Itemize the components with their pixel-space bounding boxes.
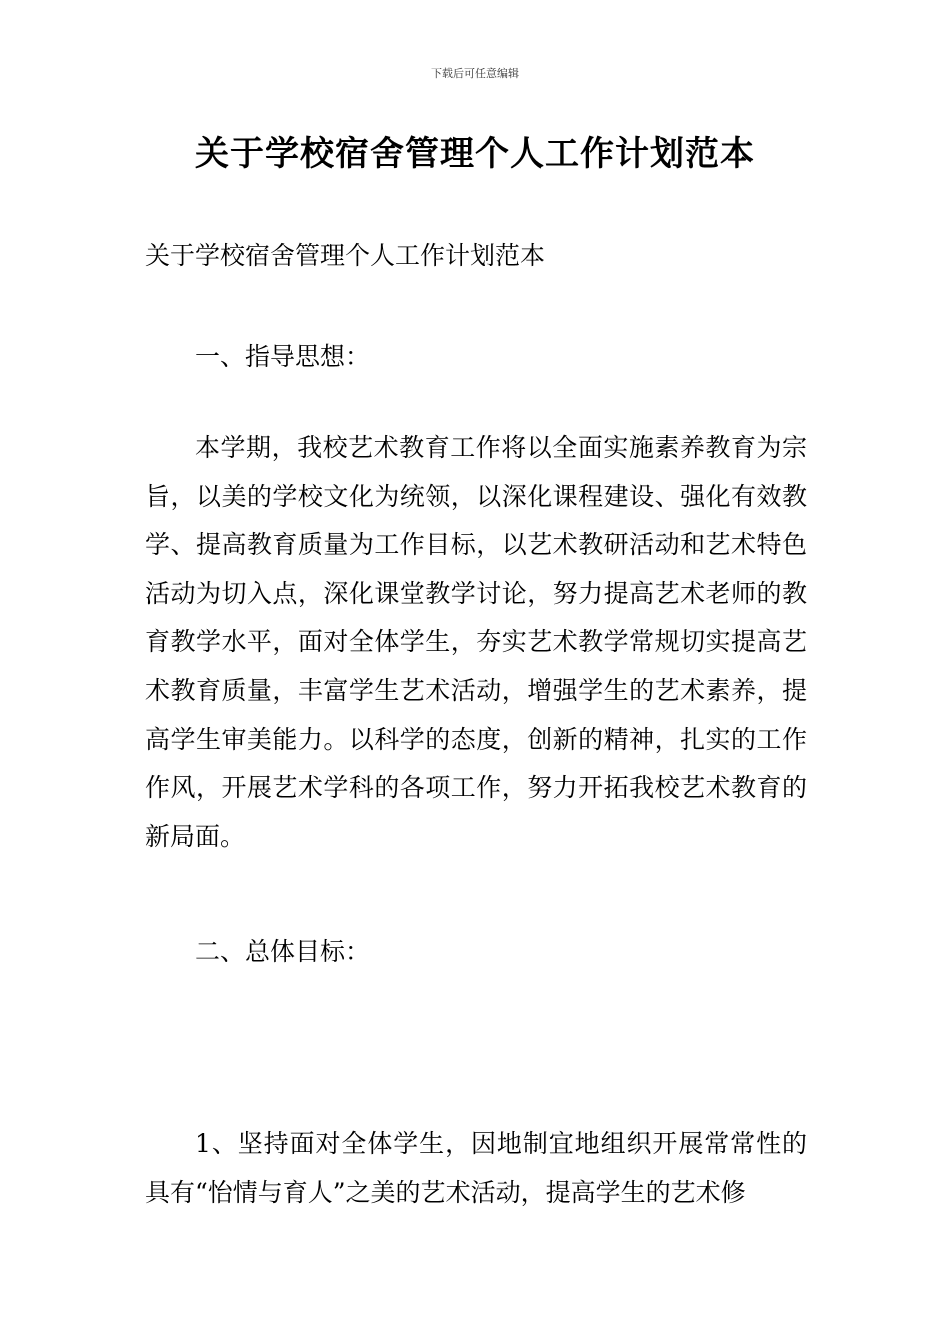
document-title: 关于学校宿舍管理个人工作计划范本 xyxy=(195,134,755,174)
header-note: 下载后可任意编辑 xyxy=(431,67,519,80)
section-heading-guiding-ideology: 一、指导思想： xyxy=(195,342,371,371)
section-heading-overall-goals: 二、总体目标： xyxy=(195,937,371,966)
document-subtitle: 关于学校宿舍管理个人工作计划范本 xyxy=(145,241,546,270)
paragraph-guiding-ideology: 本学期，我校艺术教育工作将以全面实施素养教育为宗旨，以美的学校文化为统领，以深化课程建设、强化有效教学、提高教育质量为工作目标，以艺术教研活动和艺术特色活动为切入点，深化课堂教学讨论，努力提高艺术老师的教育教学水平，面对全体学生，夯实艺术教学常规切实提高艺术教育质量，丰富学生艺术活动，增强学生的艺术素养，提高学生审美能力。以科学的态度，创新的精神，扎实的工作作风，开展艺术学科的各项工作，努力开拓我校艺术教育的新局面。 xyxy=(145,433,807,851)
paragraph-overall-goals-item-1: 1、坚持面对全体学生，因地制宜地组织开展常常性的具有“怡情与育人”之美的艺术活动，提高学生的艺术修 xyxy=(145,1129,807,1207)
